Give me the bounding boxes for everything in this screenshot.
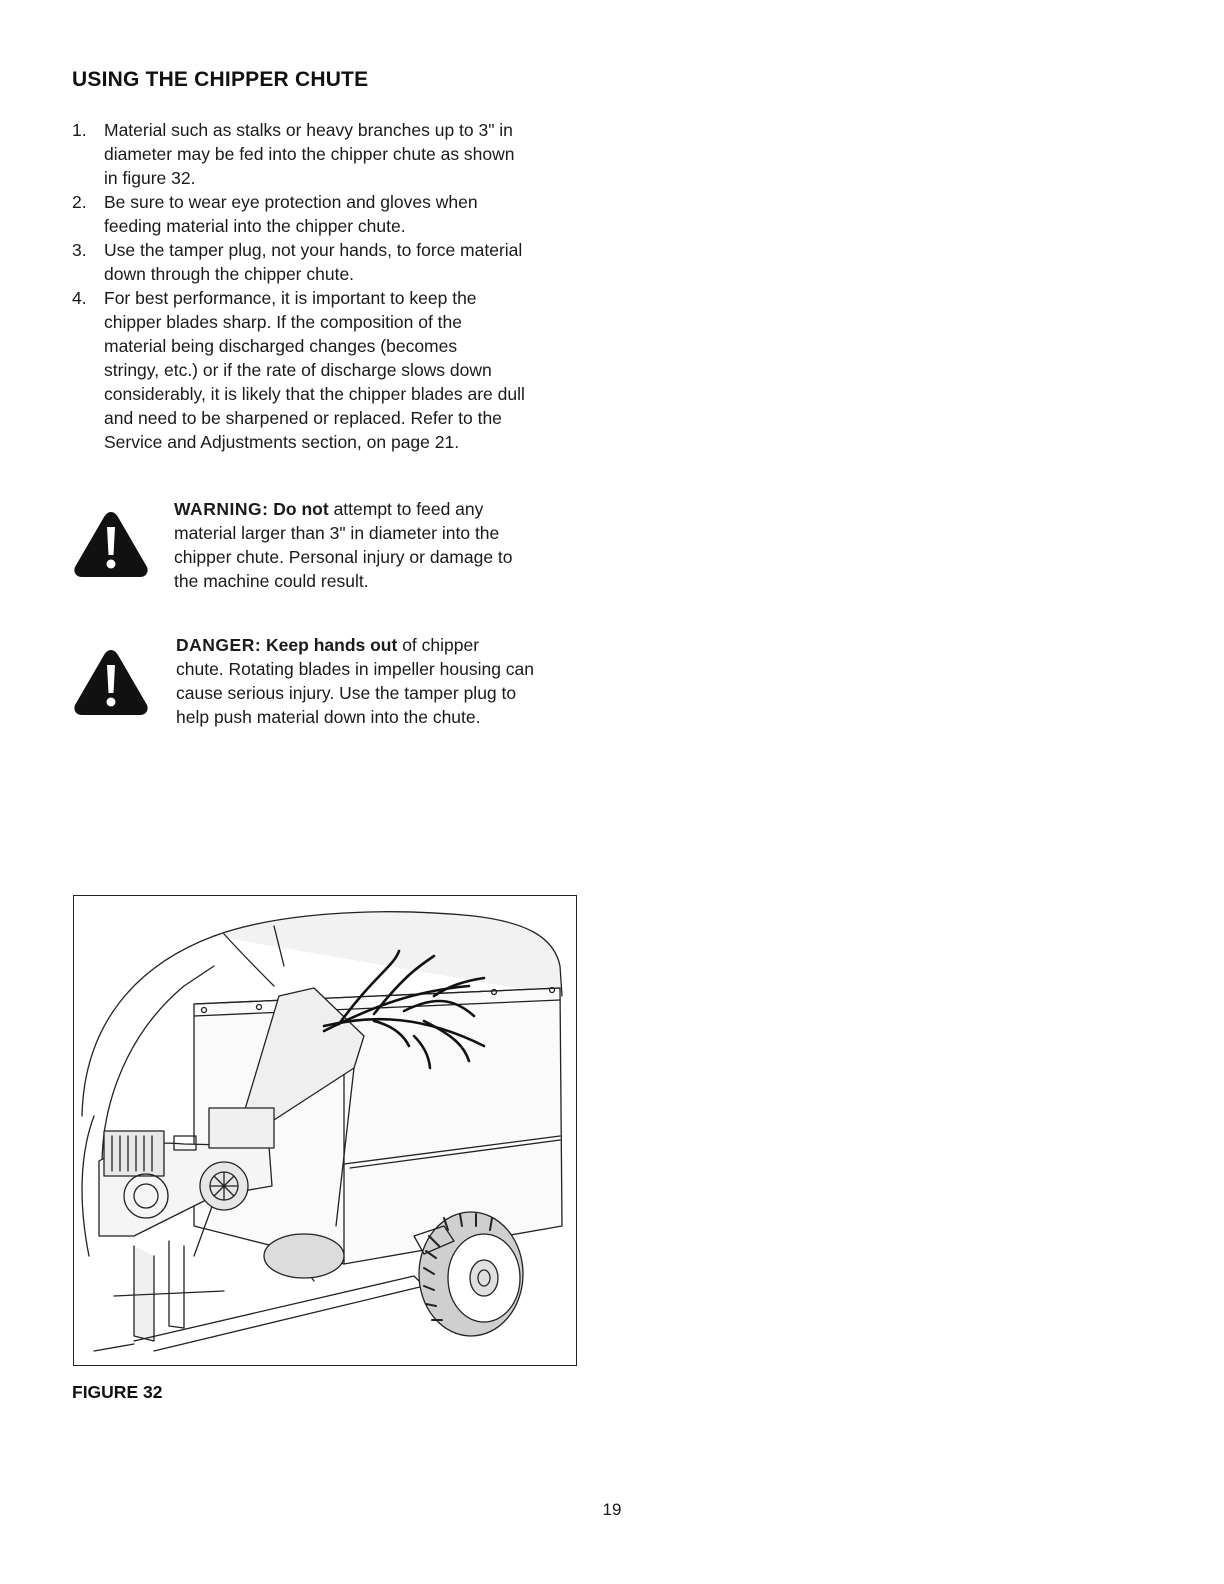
step-line: chipper blades sharp. If the composition of the — [104, 312, 462, 332]
step-line: diameter may be fed into the chipper chute as shown — [104, 144, 515, 164]
warning-line: attempt to feed any — [333, 499, 484, 519]
danger-line: chute. Rotating blades in impeller housing can — [176, 659, 534, 679]
frame-outline — [134, 1246, 154, 1341]
list-item — [72, 190, 592, 238]
list-item — [72, 286, 592, 454]
danger-text — [176, 633, 606, 729]
step-line: and need to be sharpened or replaced. Refer to the — [104, 408, 502, 428]
warning-triangle-icon — [72, 647, 150, 717]
step-line: Be sure to wear eye protection and gloves when — [104, 192, 478, 212]
warning-line: chipper chute. Personal injury or damage to — [174, 547, 513, 567]
warning-text — [174, 497, 604, 593]
step-number: 2. — [72, 192, 87, 212]
list-item — [72, 118, 592, 190]
wheel — [419, 1212, 523, 1336]
step-number: 1. — [72, 120, 87, 140]
section-title: USING THE CHIPPER CHUTE — [72, 68, 369, 91]
warning-triangle-icon — [72, 509, 150, 579]
collection-bag-outline — [214, 912, 562, 996]
instruction-list — [72, 118, 592, 454]
warning-line: material larger than 3" in diameter into the — [174, 523, 500, 543]
warning-emphasis: Do not — [273, 499, 329, 519]
step-line: material being discharged changes (becomes — [104, 336, 458, 356]
step-line: For best performance, it is important to keep the — [104, 288, 477, 308]
danger-title: DANGER: — [176, 635, 262, 655]
step-line: stringy, etc.) or if the rate of discharge slows down — [104, 360, 492, 380]
step-line: Use the tamper plug, not your hands, to force material — [104, 240, 523, 260]
figure-caption: FIGURE 32 — [72, 1382, 163, 1402]
danger-line: of chipper — [402, 635, 480, 655]
step-line: feeding material into the chipper chute. — [104, 216, 406, 236]
step-line: Service and Adjustments section, on page 21. — [104, 432, 460, 452]
warning-line: the machine could result. — [174, 571, 369, 591]
figure-32-illustration — [73, 895, 577, 1366]
danger-line: help push material down into the chute. — [176, 707, 481, 727]
step-line: in figure 32. — [104, 168, 196, 188]
list-item — [72, 238, 592, 286]
step-number: 3. — [72, 240, 87, 260]
step-line: Material such as stalks or heavy branches up to 3" in — [104, 120, 513, 140]
chipper-shredder-drawing — [74, 896, 577, 1366]
danger-emphasis: Keep hands out — [266, 635, 398, 655]
page-number: 19 — [602, 1500, 622, 1519]
step-line: down through the chipper chute. — [104, 264, 355, 284]
danger-line: cause serious injury. Use the tamper plug to — [176, 683, 517, 703]
step-line: considerably, it is likely that the chipper blades are dull — [104, 384, 525, 404]
step-number: 4. — [72, 288, 87, 308]
warning-title: WARNING: — [174, 499, 269, 519]
